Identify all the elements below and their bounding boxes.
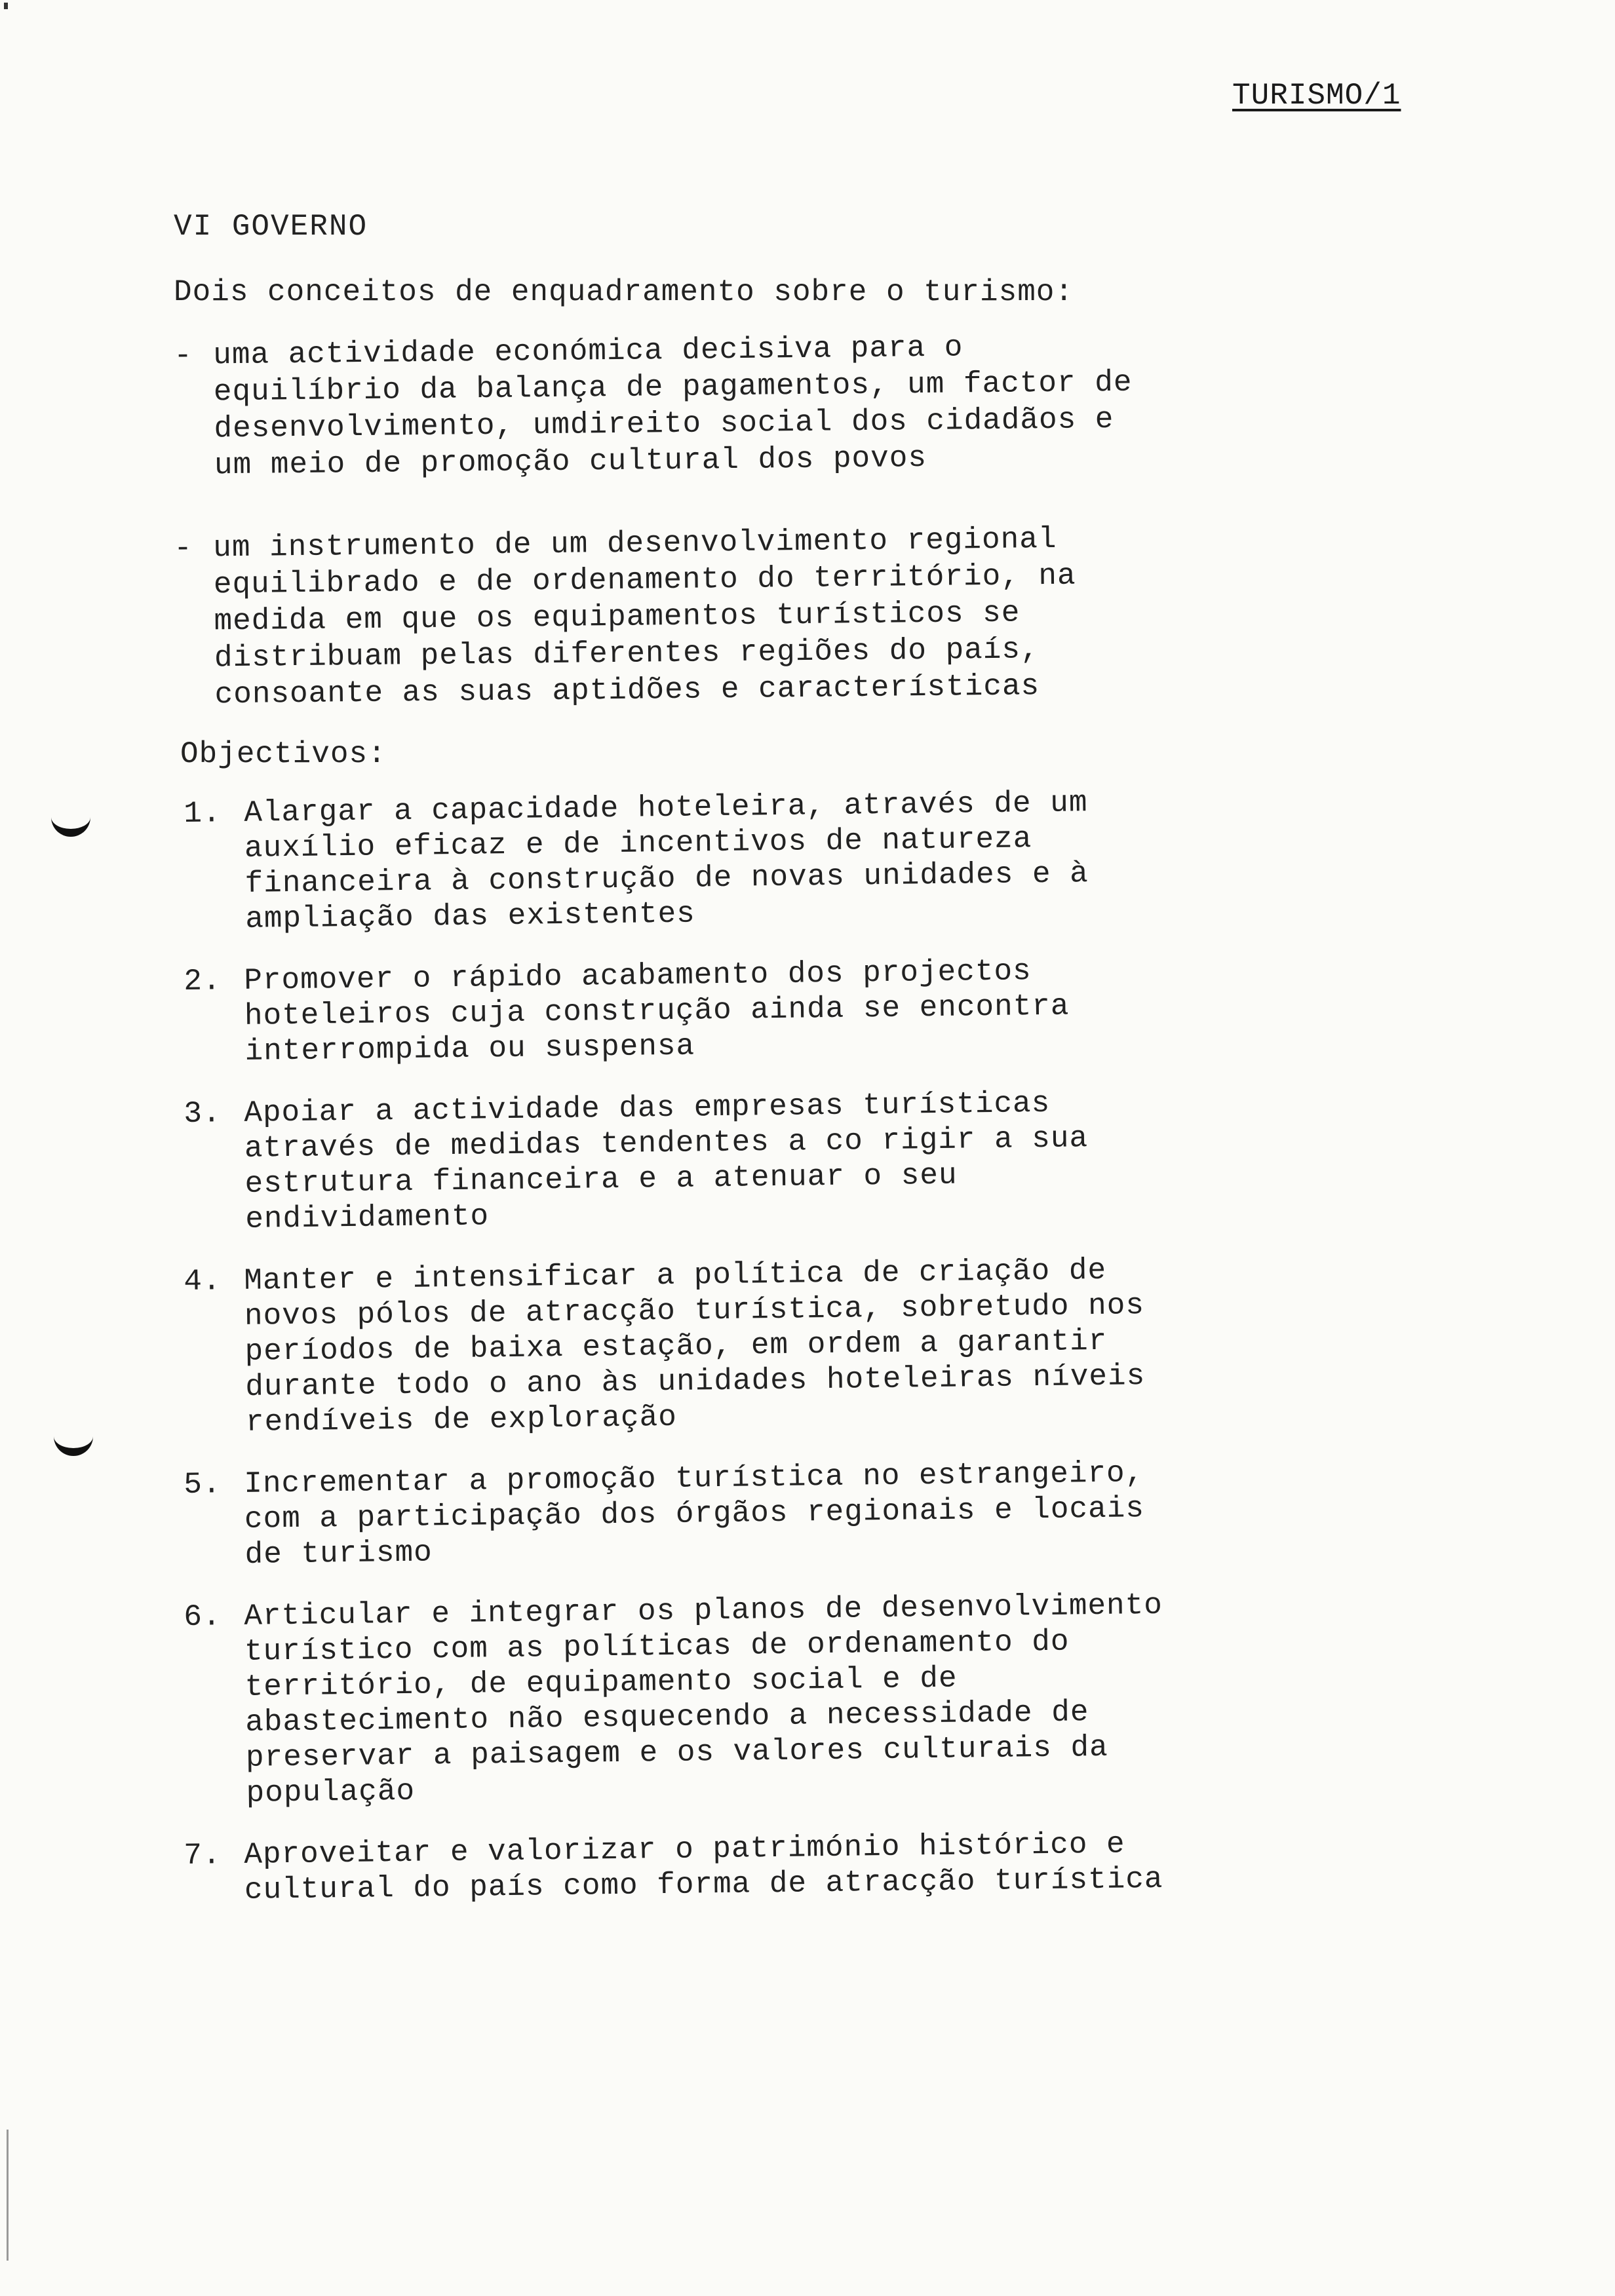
objective-item <box>184 1826 1180 1909</box>
objective-text: Manter e intensificar a política de criação de novos pólos de atracção turística, sobretudo nos períodos de baixa estação, em ordem a garantir durante todo o ano às unidades hoteleiras níveis rendíveis de exploração <box>244 1253 1146 1440</box>
objective-item <box>184 951 1181 1070</box>
concept-text: uma actividade económica decisiva para o equilíbrio da balança de pagamentos, um factor de desenvolvimento, umdireito social dos cidadãos e um meio de promoção cultural dos povos <box>213 330 1133 483</box>
objectives-heading: Objectivos: <box>180 737 387 771</box>
concept-dash: - <box>174 338 193 373</box>
document-code <box>1232 79 1401 113</box>
page-dot-mark <box>4 3 8 9</box>
objective-number: 6. <box>184 1599 222 1634</box>
objective-number: 3. <box>184 1096 222 1131</box>
objectives-list <box>184 786 1180 1935</box>
objective-text: Articular e integrar os planos de desenvolvimento turístico com as políticas de ordenamento do território, de equipamento social e de abastecimento não esquecendo a necessidade de preservar a paisagem e os valores culturais da população <box>244 1588 1163 1810</box>
objective-number: 1. <box>184 796 222 831</box>
objective-text: Alargar a capacidade hoteleira, através de um auxílio eficaz e de incentivos de natureza financeira à construção de novas unidades e à ampliação das existentes <box>244 786 1089 936</box>
document-code-text: TURISMO/1 <box>1232 79 1401 113</box>
objective-number: 4. <box>184 1264 222 1299</box>
objective-item <box>184 784 1182 938</box>
objective-item <box>184 1252 1182 1441</box>
objective-text: Incrementar a promoção turística no estrangeiro, com a participação dos órgãos regionais e locais de turismo <box>244 1456 1145 1572</box>
objective-number: 2. <box>184 964 222 999</box>
page-edge-mark <box>7 2130 9 2261</box>
objective-item <box>184 1084 1182 1238</box>
objective-item <box>184 1587 1182 1812</box>
binder-hole-mark <box>54 1428 93 1456</box>
concept-text: um instrumento de um desenvolvimento regional equilibrado e de ordenamento do território, na medida em que os equipamentos turísticos se distribuam pelas diferentes regiões do país, consoante as suas aptidões e características <box>213 522 1076 712</box>
document-title: VI GOVERNO <box>174 210 368 244</box>
objective-text: Apoiar a actividade das empresas turísticas através de medidas tendentes a co rigir a sua estrutura financeira e a atenuar o seu endividamento <box>244 1086 1089 1236</box>
objective-text: Aproveitar e valorizar o património histórico e cultural do país como forma de atracção turística <box>244 1827 1163 1907</box>
concept-list <box>174 330 1157 759</box>
concept-item <box>174 327 1158 484</box>
objective-number: 7. <box>184 1838 222 1873</box>
intro-text: Dois conceitos de enquadramento sobre o turismo: <box>174 275 1074 309</box>
binder-hole-mark <box>51 809 90 837</box>
objective-text: Promover o rápido acabamento dos projectos hoteleiros cuja construção ainda se encontra interrompida ou suspensa <box>244 954 1070 1069</box>
concept-dash: - <box>174 531 193 565</box>
objective-number: 5. <box>184 1467 222 1502</box>
objective-item <box>184 1455 1181 1573</box>
concept-item <box>174 520 1159 714</box>
